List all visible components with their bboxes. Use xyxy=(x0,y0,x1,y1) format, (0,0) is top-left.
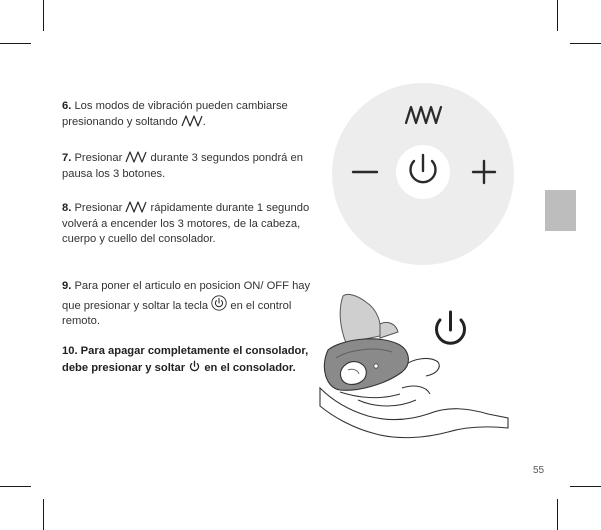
remote-control xyxy=(332,83,514,265)
side-tab-marker xyxy=(545,190,576,231)
instruction-text-end: rápidamente durante 1 segundo volverá a encender los 3 motores, de la cabeza, cuerpo y cuello del consolador. xyxy=(62,202,310,245)
product-tip xyxy=(340,294,380,343)
instruction-text-end: durante 3 segundos pondrá en pausa los 3 botones. xyxy=(62,152,303,180)
crop-mark-bottom-right-v xyxy=(557,499,558,530)
crop-mark-top-right-h xyxy=(570,43,601,44)
page-number: 55 xyxy=(533,465,545,476)
crop-mark-bottom-left-h xyxy=(0,486,31,487)
instruction-8 xyxy=(62,201,312,248)
instruction-6 xyxy=(62,99,312,130)
power-icon xyxy=(188,360,201,373)
vibration-wave-icon xyxy=(125,151,147,163)
power-icon[interactable] xyxy=(396,145,450,199)
instruction-9 xyxy=(62,279,312,330)
power-icon xyxy=(437,312,465,343)
vibration-wave-icon xyxy=(181,115,203,127)
crop-mark-bottom-left-v xyxy=(43,499,44,530)
instruction-text: Presionar xyxy=(71,152,126,164)
instruction-7 xyxy=(62,151,312,182)
instruction-number: 7. xyxy=(62,152,72,164)
instruction-number: 8. xyxy=(62,202,72,214)
product-illustration xyxy=(318,288,523,453)
instruction-text-end: en el control remoto. xyxy=(62,299,292,327)
instruction-text-end: . xyxy=(202,115,206,128)
instruction-number: 6. xyxy=(62,100,72,112)
instruction-text: 10. Para apagar completamente el consolador, debe presionar y soltar xyxy=(62,345,309,374)
instruction-text-end: en el consolador. xyxy=(201,361,296,374)
crop-mark-top-left-h xyxy=(0,43,31,44)
instruction-10 xyxy=(62,344,312,376)
instruction-text: Presionar xyxy=(71,202,126,214)
crop-mark-bottom-right-h xyxy=(570,486,601,487)
vibration-wave-icon xyxy=(125,201,147,213)
power-icon xyxy=(211,295,227,311)
instruction-number: 9. xyxy=(62,280,72,292)
crop-mark-top-right-v xyxy=(557,0,558,31)
crop-mark-top-left-v xyxy=(43,0,44,31)
instruction-text: Para poner el articulo en posicion ON/ OFF hay que presionar y soltar la tecla xyxy=(62,280,311,312)
product-base xyxy=(324,339,408,390)
instruction-text: Los modos de vibración pueden cambiarse presionando y soltando xyxy=(62,100,288,128)
